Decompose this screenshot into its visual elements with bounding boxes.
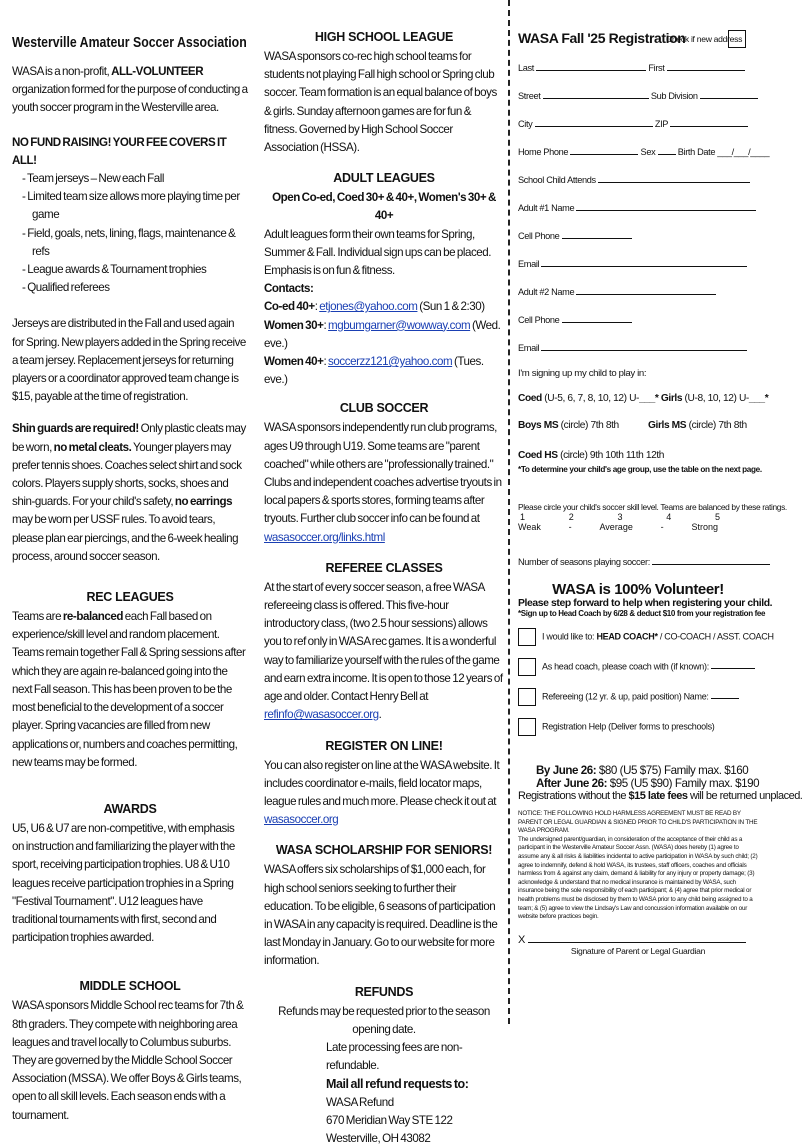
fee-after-june-26: After June 26: $95 (U5 $90) Family max. $190: [536, 777, 760, 790]
adult2-name-field[interactable]: [576, 284, 716, 295]
registration-help-checkbox[interactable]: [518, 718, 536, 736]
rec-leagues-paragraph: Teams are re-balanced each Fall based on experience/skill level and random placement. Teams remain together Fall & Spring sessions after which they are again re-balanced going into the next Fall season. This has been proven to be the most beneficial to the development of a soccer player. Spring vacancies are filled from new applications or, numbers and coaches permitting, new teams may be formed.: [12, 610, 246, 769]
first-name-field[interactable]: [667, 60, 745, 71]
skill-1[interactable]: 1: [520, 512, 526, 522]
city-row: City ZIP: [518, 116, 758, 129]
awards-heading: AWARDS: [103, 801, 157, 816]
signup-label: I'm signing up my child to play in:: [518, 368, 647, 379]
email-link[interactable]: soccerzz121@yahoo.com: [328, 355, 453, 369]
volunteer-heading: WASA is 100% Volunteer!: [552, 581, 724, 598]
rec-leagues-heading: REC LEAGUES: [86, 590, 174, 605]
fee-covers-list: [12, 170, 248, 297]
contact-coed-40: Co-ed 40+: etjones@yahoo.com (Sun 1 & 2:30): [264, 300, 485, 314]
coach-with-checkbox[interactable]: [518, 658, 536, 676]
registration-form: [518, 0, 802, 956]
adult-leagues-paragraph: Adult leagues form their own teams for Spring, Summer & Fall. Individual sign ups can be placed. Emphasis is on fun & fitness.: [264, 227, 492, 278]
club-soccer-paragraph: WASA sponsors independently run club programs, ages U9 through U19. Some teams are "parent coached" while others are "professionally trained." Clubs and independent coaches advertise tryouts in local papers & sports stores, forming teams after tryouts. Further club soccer info can be found at wasasoccer.org/links.html: [264, 421, 502, 544]
refunds-fees-note: Late processing fees are non-refundable.: [326, 1040, 463, 1073]
volunteer-option-coach-with: As head coach, please coach with (if known):: [518, 658, 758, 676]
scholarship-heading: WASA SCHOLARSHIP FOR SENIORS!: [275, 843, 493, 858]
coed-hs-option[interactable]: Coed HS (circle) 9th 10th 11th 12th: [518, 450, 665, 461]
ms-row: [518, 420, 758, 434]
coach-with-field[interactable]: [711, 658, 755, 669]
contact-women-30: Women 30+: mgbumgarner@wowway.com (Wed. eve.): [264, 318, 501, 350]
skill-5[interactable]: 5: [714, 512, 720, 522]
middle-school-heading: MIDDLE SCHOOL: [79, 979, 181, 994]
new-address-checkbox[interactable]: [728, 30, 746, 48]
seasons-field[interactable]: [652, 554, 770, 565]
adult2-cell-field[interactable]: [562, 312, 632, 323]
info-column-middle: [264, 0, 504, 1148]
last-name-field[interactable]: [536, 60, 646, 71]
adult1-email-field[interactable]: [541, 256, 747, 267]
head-coach-note: *Sign up to Head Coach by 6/28 & deduct $10 from your registration fee: [518, 609, 766, 618]
adult1-name-field[interactable]: [576, 200, 756, 211]
form-title: WASA Fall '25 Registration: [518, 30, 686, 46]
coed-age-field[interactable]: ___*: [639, 393, 659, 404]
adult1-cell-field[interactable]: [562, 228, 632, 239]
register-online-paragraph: You can also register on line at the WASA website. It includes coordinator e-mails, field locator maps, league rules and much more. Please check it out at wasasoccer.org: [264, 758, 500, 827]
club-links-link[interactable]: wasasoccer.org/links.html: [264, 530, 385, 544]
middle-school-paragraph: WASA sponsors Middle School rec teams for 7th & 8th graders. They compete with neighboring area leagues and travel locally to Columbus suburbs. They are governed by the Middle School Soccer Association (MSSA). We offer Boys & Girls teams, open to all skill levels. Each season ends with a tournament.: [12, 999, 244, 1122]
girls-ms-option[interactable]: Girls MS (circle) 7th 8th: [648, 420, 747, 431]
referee-name-field[interactable]: [711, 688, 739, 699]
street-row: Street Sub Division: [518, 88, 758, 101]
volunteer-option-coach: I would like to: HEAD COACH* / CO-COACH / ASST. COACH: [518, 628, 758, 646]
skill-level-instructions: Please circle your child's soccer skill level. Teams are balanced by these ratings.: [518, 502, 787, 512]
awards-paragraph: U5, U6 & U7 are non-competitive, with emphasis on instruction and familiarizing the player with the sport, receiving participation trophies. U8 & U10 leagues receive participation trophies in a Spring "Festival Tournament". U12 leagues have traditional tournaments with first, second and participation trophies awarded.: [12, 821, 235, 945]
info-column-left: [12, 0, 248, 1125]
adult2-row: Adult #2 Name: [518, 284, 758, 297]
volunteer-subtitle: Please step forward to help when registering your child.: [518, 598, 773, 609]
sex-field[interactable]: [658, 144, 676, 155]
girls-age-field[interactable]: ___*: [748, 393, 769, 404]
birth-date-field[interactable]: Birth Date ___/___/____: [677, 147, 770, 157]
cut-line: [508, 0, 510, 1024]
phone-row: Home Phone Sex Birth Date ___/___/____: [518, 144, 758, 157]
hold-harmless-notice: NOTICE: THE FOLLOWING HOLD HARMLESS AGREEMENT MUST BE READ BY PARENT OR LEGAL GUARDIAN & SIGNED PRIOR TO CHILD'S PARTICIPATION IN THE WASA PROGRAM.: [518, 810, 758, 835]
referee-email-link[interactable]: refinfo@wasasoccer.org: [264, 708, 379, 722]
referee-classes-heading: REFEREE CLASSES: [325, 560, 443, 575]
referee-checkbox[interactable]: [518, 688, 536, 706]
list-item: - Qualified referees: [32, 279, 248, 297]
scholarship-paragraph: WASA offers six scholarships of $1,000 each, for high school seniors seeking to further their education. To be eligible, 6 seasons of participation in WASA in any capacity is required. Deadline is the last Monday in January. Go to our website for more information.: [264, 863, 498, 968]
register-online-heading: REGISTER ON LINE!: [325, 738, 443, 753]
skill-scale-labels: Weak - Average - Strong: [518, 522, 718, 532]
adult-leagues-subtitle: Open Co-ed, Coed 30+ & 40+, Women's 30+ & 40+: [272, 191, 496, 223]
street-field[interactable]: [543, 88, 649, 99]
signature-field[interactable]: [528, 932, 746, 943]
intro-paragraph: WASA is a non-profit, ALL-VOLUNTEER organization formed for the purpose of conducting a youth soccer program in the Westerville area.: [12, 65, 248, 115]
referee-classes-paragraph: At the start of every soccer season, a free WASA refereeing class is offered. This five-hour introductory class, (two 2.5 hour sessions) allows you to ref only in WASA rec games. It is a wonderful way to familiarize yourself with the rules of the game and earn extra income. It is open to those 12 years of age and older. Contact Henry Bell at refinfo@wasasoccer.org.: [264, 580, 503, 722]
subdivision-field[interactable]: [700, 88, 758, 99]
volunteer-option-referee: Refereeing (12 yr. & up, paid position) Name:: [518, 688, 758, 706]
signature-label: Signature of Parent or Legal Guardian: [570, 945, 706, 956]
refund-address: WASA Refund 670 Meridian Way STE 122 Westerville, OH 43082: [326, 1095, 453, 1145]
high-school-paragraph: WASA sponsors co-rec high school teams for students not playing Fall high school or Spring club soccer. Team formation is an equal balance of boys & girls. Sunday afternoon games are for fun & fitness. Governed by High School Soccer Association (HSSA).: [264, 50, 497, 155]
refunds-mail-label: Mail all refund requests to:: [326, 1077, 469, 1092]
jerseys-paragraph: Jerseys are distributed in the Fall and used again for Spring. New players added in the Spring receive a team jersey. Replacement jerseys for returning players or a coordinator approved team change is $15, payable at the time of registration.: [12, 317, 246, 404]
refunds-text: Refunds may be requested prior to the season opening date.: [278, 1004, 490, 1036]
skill-scale-numbers: [518, 512, 720, 522]
list-item: - Team jerseys – New each Fall: [32, 170, 248, 188]
age-group-note: *To determine your child's age group, use the table on the next page.: [518, 465, 762, 474]
list-item: - Limited team size allows more playing time per game: [32, 188, 248, 224]
city-field[interactable]: [535, 116, 653, 127]
coed-girls-row: Coed (U-5, 6, 7, 8, 10, 12) U-___* Girls (U-8, 10, 12) U-___*: [518, 393, 769, 404]
website-link[interactable]: wasasoccer.org: [264, 813, 339, 827]
adult1-row: Adult #1 Name: [518, 200, 758, 213]
adult2-cell-row: Cell Phone: [518, 312, 758, 325]
shin-guards-paragraph: Shin guards are required! Only plastic cleats may be worn, no metal cleats. Younger players may prefer tennis shoes. Coaches select shirt and sock colors. Players supply shorts, socks, shoes and shin-guards. For your child's safety, no earrings may be worn per USSF rules. To avoid tears, please plan ear piercings, and the 6-week healing process, around soccer season.: [12, 422, 246, 563]
coach-checkbox[interactable]: [518, 628, 536, 646]
new-address-label: Check if new address: [666, 34, 743, 44]
adult-leagues-heading: ADULT LEAGUES: [333, 171, 435, 186]
adult1-cell-row: Cell Phone: [518, 228, 758, 241]
skill-2[interactable]: 2: [568, 512, 574, 522]
name-row: Last First: [518, 60, 758, 73]
high-school-heading: HIGH SCHOOL LEAGUE: [314, 30, 454, 44]
adult2-email-row: Email: [518, 340, 758, 353]
skill-3[interactable]: 3: [617, 512, 623, 522]
adult1-email-row: Email: [518, 256, 758, 269]
page-title: Westerville Amateur Soccer Association: [12, 34, 247, 51]
signature-row: X: [518, 932, 758, 946]
late-fee-note: Registrations without the $15 late fees will be returned unplaced.: [518, 790, 802, 802]
school-field[interactable]: [598, 172, 750, 183]
hold-harmless-agreement: The undersigned parent/guardian, in consideration of the acceptance of their child as a participant in the Westerville Amateur Soccer Assn. (WASA) does hereby (1) agree to assume any & all risks & liabilities incidental to active participation in WASA by such child; (2) agree to indemnify, defend & hold WASA, its trustees, staff officers, coaches and officials harmless from & against any claim, demand & liability for any injury or property damage; (3) acknowledge & understand that no medical insurance is maintained by WASA, such insurance being the sole responsibility of each participant; & (4) agree that prior medical or health problems must be disclosed by them to WASA prior to any child being assigned to a team; & (5) agree to view the Lindsay's Law and concussion information available on our website before practices begin.: [518, 835, 758, 921]
email-link[interactable]: etjones@yahoo.com: [319, 300, 418, 314]
skill-4[interactable]: 4: [666, 512, 672, 522]
zip-field[interactable]: [670, 116, 748, 127]
home-phone-field[interactable]: [570, 144, 638, 155]
contacts-label: Contacts:: [264, 282, 314, 296]
fee-by-june-26: By June 26: $80 (U5 $75) Family max. $160: [536, 764, 749, 777]
contact-women-40: Women 40+: soccerzz121@yahoo.com (Tues. eve.): [264, 355, 484, 387]
form-header: [518, 30, 758, 54]
list-item: - League awards & Tournament trophies: [32, 261, 248, 279]
no-fund-raising-heading: NO FUND RAISING! YOUR FEE COVERS IT ALL!: [12, 135, 227, 167]
volunteer-option-registration-help: Registration Help (Deliver forms to preschools): [518, 718, 758, 736]
school-row: School Child Attends: [518, 172, 758, 185]
refunds-heading: REFUNDS: [354, 984, 414, 999]
adult2-email-field[interactable]: [541, 340, 747, 351]
email-link[interactable]: mgbumgarner@wowway.com: [328, 318, 471, 332]
boys-ms-option[interactable]: Boys MS (circle) 7th 8th: [518, 420, 619, 431]
seasons-row: Number of seasons playing soccer:: [518, 554, 758, 567]
club-soccer-heading: CLUB SOCCER: [339, 401, 429, 416]
list-item: - Field, goals, nets, lining, flags, maintenance & refs: [32, 225, 248, 261]
